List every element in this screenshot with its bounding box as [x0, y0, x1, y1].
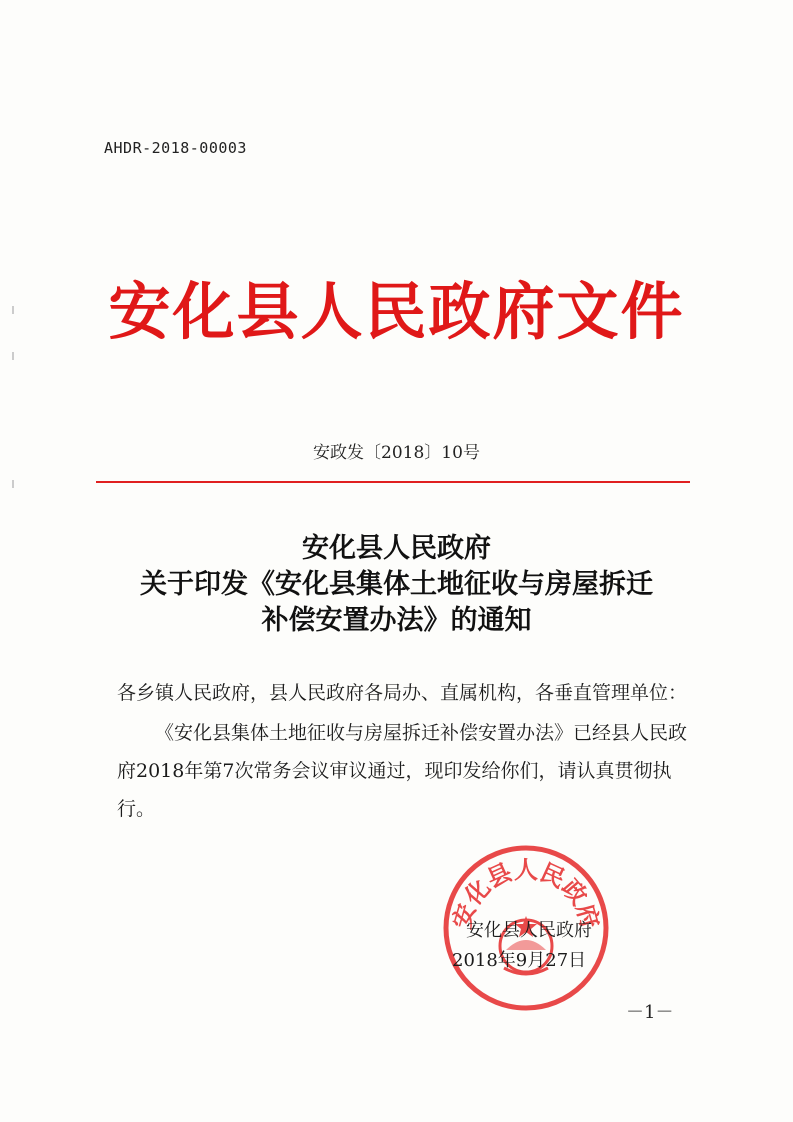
issuer-name: 安化县人民政府	[466, 920, 592, 941]
seal-text: 安化县人民政府	[446, 855, 606, 932]
margin-mark	[12, 306, 14, 314]
document-number: 安政发〔2018〕10号	[313, 443, 480, 463]
red-divider	[96, 481, 690, 483]
margin-mark	[12, 480, 14, 488]
addressee-paragraph: 各乡镇人民政府，县人民政府各局办、直属机构，各垂直管理单位：	[117, 682, 688, 704]
issue-date: 2018年9月27日	[452, 950, 587, 971]
title-line: 安化县人民政府	[302, 533, 491, 564]
title-line: 关于印发《安化县集体土地征收与房屋拆迁	[140, 569, 653, 600]
title-line: 补偿安置办法》的通知	[261, 605, 532, 636]
document-code: AHDR-2018-00003	[104, 139, 247, 157]
document-title	[0, 531, 793, 639]
margin-mark	[12, 352, 14, 360]
document-masthead: 安化县人民政府文件	[108, 275, 685, 348]
page-number: －1－	[626, 1002, 674, 1023]
main-paragraph: 《安化县集体土地征收与房屋拆迁补偿安置办法》已经县人民政府2018年第7次常务会议审议通过，现印发给你们，请认真贯彻执行。	[117, 722, 688, 820]
document-body	[117, 674, 699, 828]
